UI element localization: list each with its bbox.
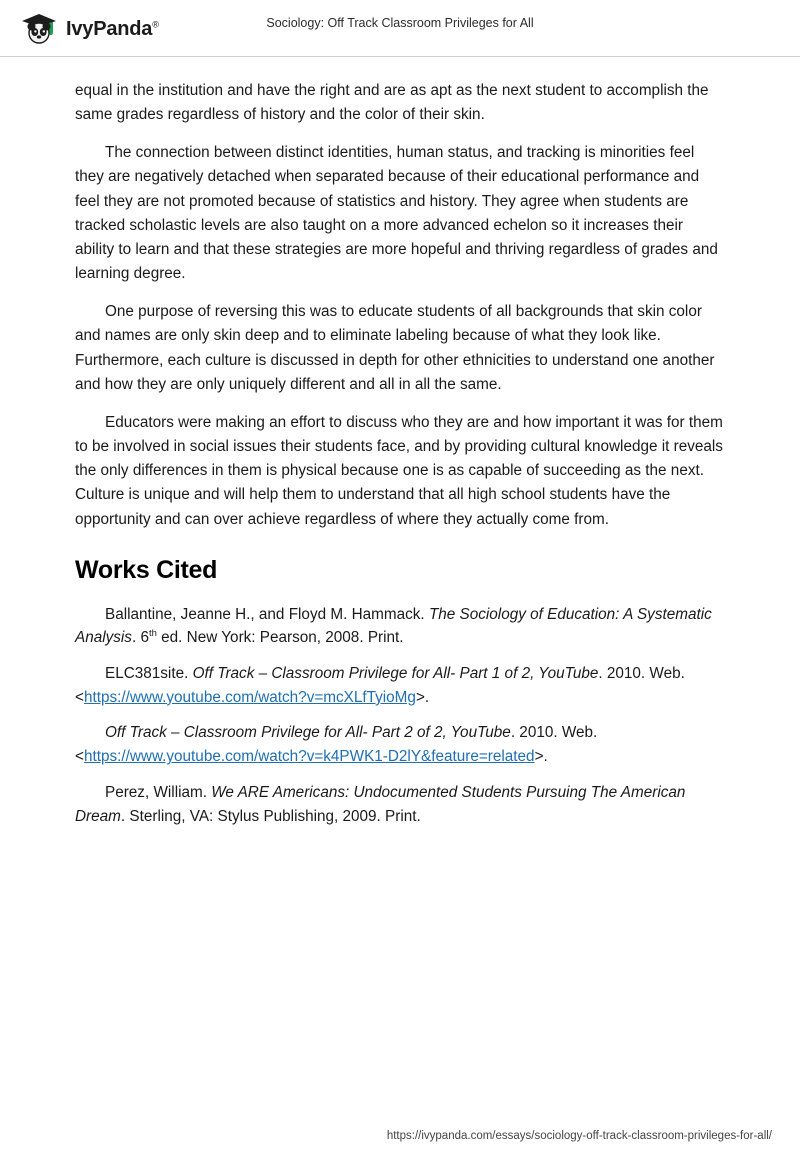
citation-link[interactable]: https://www.youtube.com/watch?v=mcXLfTyioMg (83, 688, 416, 706)
citation-text: >. (415, 688, 430, 706)
citation-entry (75, 721, 725, 768)
citation-text: Ballantine, Jeanne H., and Floyd M. Hammack. (105, 605, 429, 623)
citation-text: ELC381site. (105, 665, 193, 683)
citation-title: Off Track – Classroom Privilege for All- Part 2 of 2, YouTube (105, 724, 511, 742)
ordinal-suffix: th (148, 628, 157, 640)
works-cited-list (75, 603, 725, 829)
citation-text: . 2010. Web. < (75, 724, 598, 766)
footer-url: https://ivypanda.com/essays/sociology-off-track-classroom-privileges-for-all/ (386, 1130, 772, 1142)
citation-link[interactable]: https://www.youtube.com/watch?v=k4PWK1-D2lY&feature=related (83, 748, 535, 766)
citation-entry (75, 662, 725, 709)
citation-text: >. (534, 748, 548, 766)
brand-name-text: IvyPanda (66, 17, 153, 40)
works-cited-heading: Works Cited (75, 555, 218, 584)
citation-title: We ARE Americans: Undocumented Students Pursuing The American Dream (75, 783, 686, 825)
brand-trademark: ® (152, 18, 159, 29)
page-header (0, 0, 800, 57)
paragraph: The connection between distinct identities, human status, and tracking is minorities feel they are negatively detached when separated because of their educational performance and feel they are not promoted because of statistics and history. They agree when students are tracked scholastic levels are also taught on a more advanced echelon so it increases their ability to learn and that these strategies are more hopeful and thriving regardless of grades and learning degree. (75, 144, 718, 283)
citation-entry (75, 603, 725, 650)
citation-text: . Sterling, VA: Stylus Publishing, 2009. Print. (120, 807, 421, 825)
paragraph: One purpose of reversing this was to educate students of all backgrounds that skin color and names are only skin deep and to eliminate labeling because of what they look like. Furthermore, each culture is discussed in depth for other ethnicities to understand one another and how they are only uniquely different and all in all the same. (75, 303, 715, 393)
paragraph: Educators were making an effort to discuss who they are and how important it was for them to be involved in social issues their students face, and by providing cultural knowledge it reveals the only differences in them is physical because one is as capable of succeeding as the next. Culture is unique and will help them to understand that all high school students have the opportunity and can over achieve regardless of where they actually come from. (75, 413, 723, 528)
citation-text: . 6 (131, 629, 149, 647)
paragraph: equal in the institution and have the right and are as apt as the next student to accomplish the same grades regardless of history and the color of their skin. (75, 82, 709, 124)
citation-text: ed. New York: Pearson, 2008. Print. (156, 629, 404, 647)
citation-title: The Sociology of Education: A Systematic Analysis (75, 605, 712, 647)
citation-text: . 2010. Web. < (75, 665, 685, 706)
document-body (0, 57, 800, 828)
document-title: Sociology: Off Track Classroom Privileges for All (266, 16, 534, 30)
citation-text: Perez, William. (105, 783, 212, 801)
citation-entry (75, 781, 725, 828)
citation-title: Off Track – Classroom Privilege for All- Part 1 of 2, YouTube (192, 665, 599, 683)
